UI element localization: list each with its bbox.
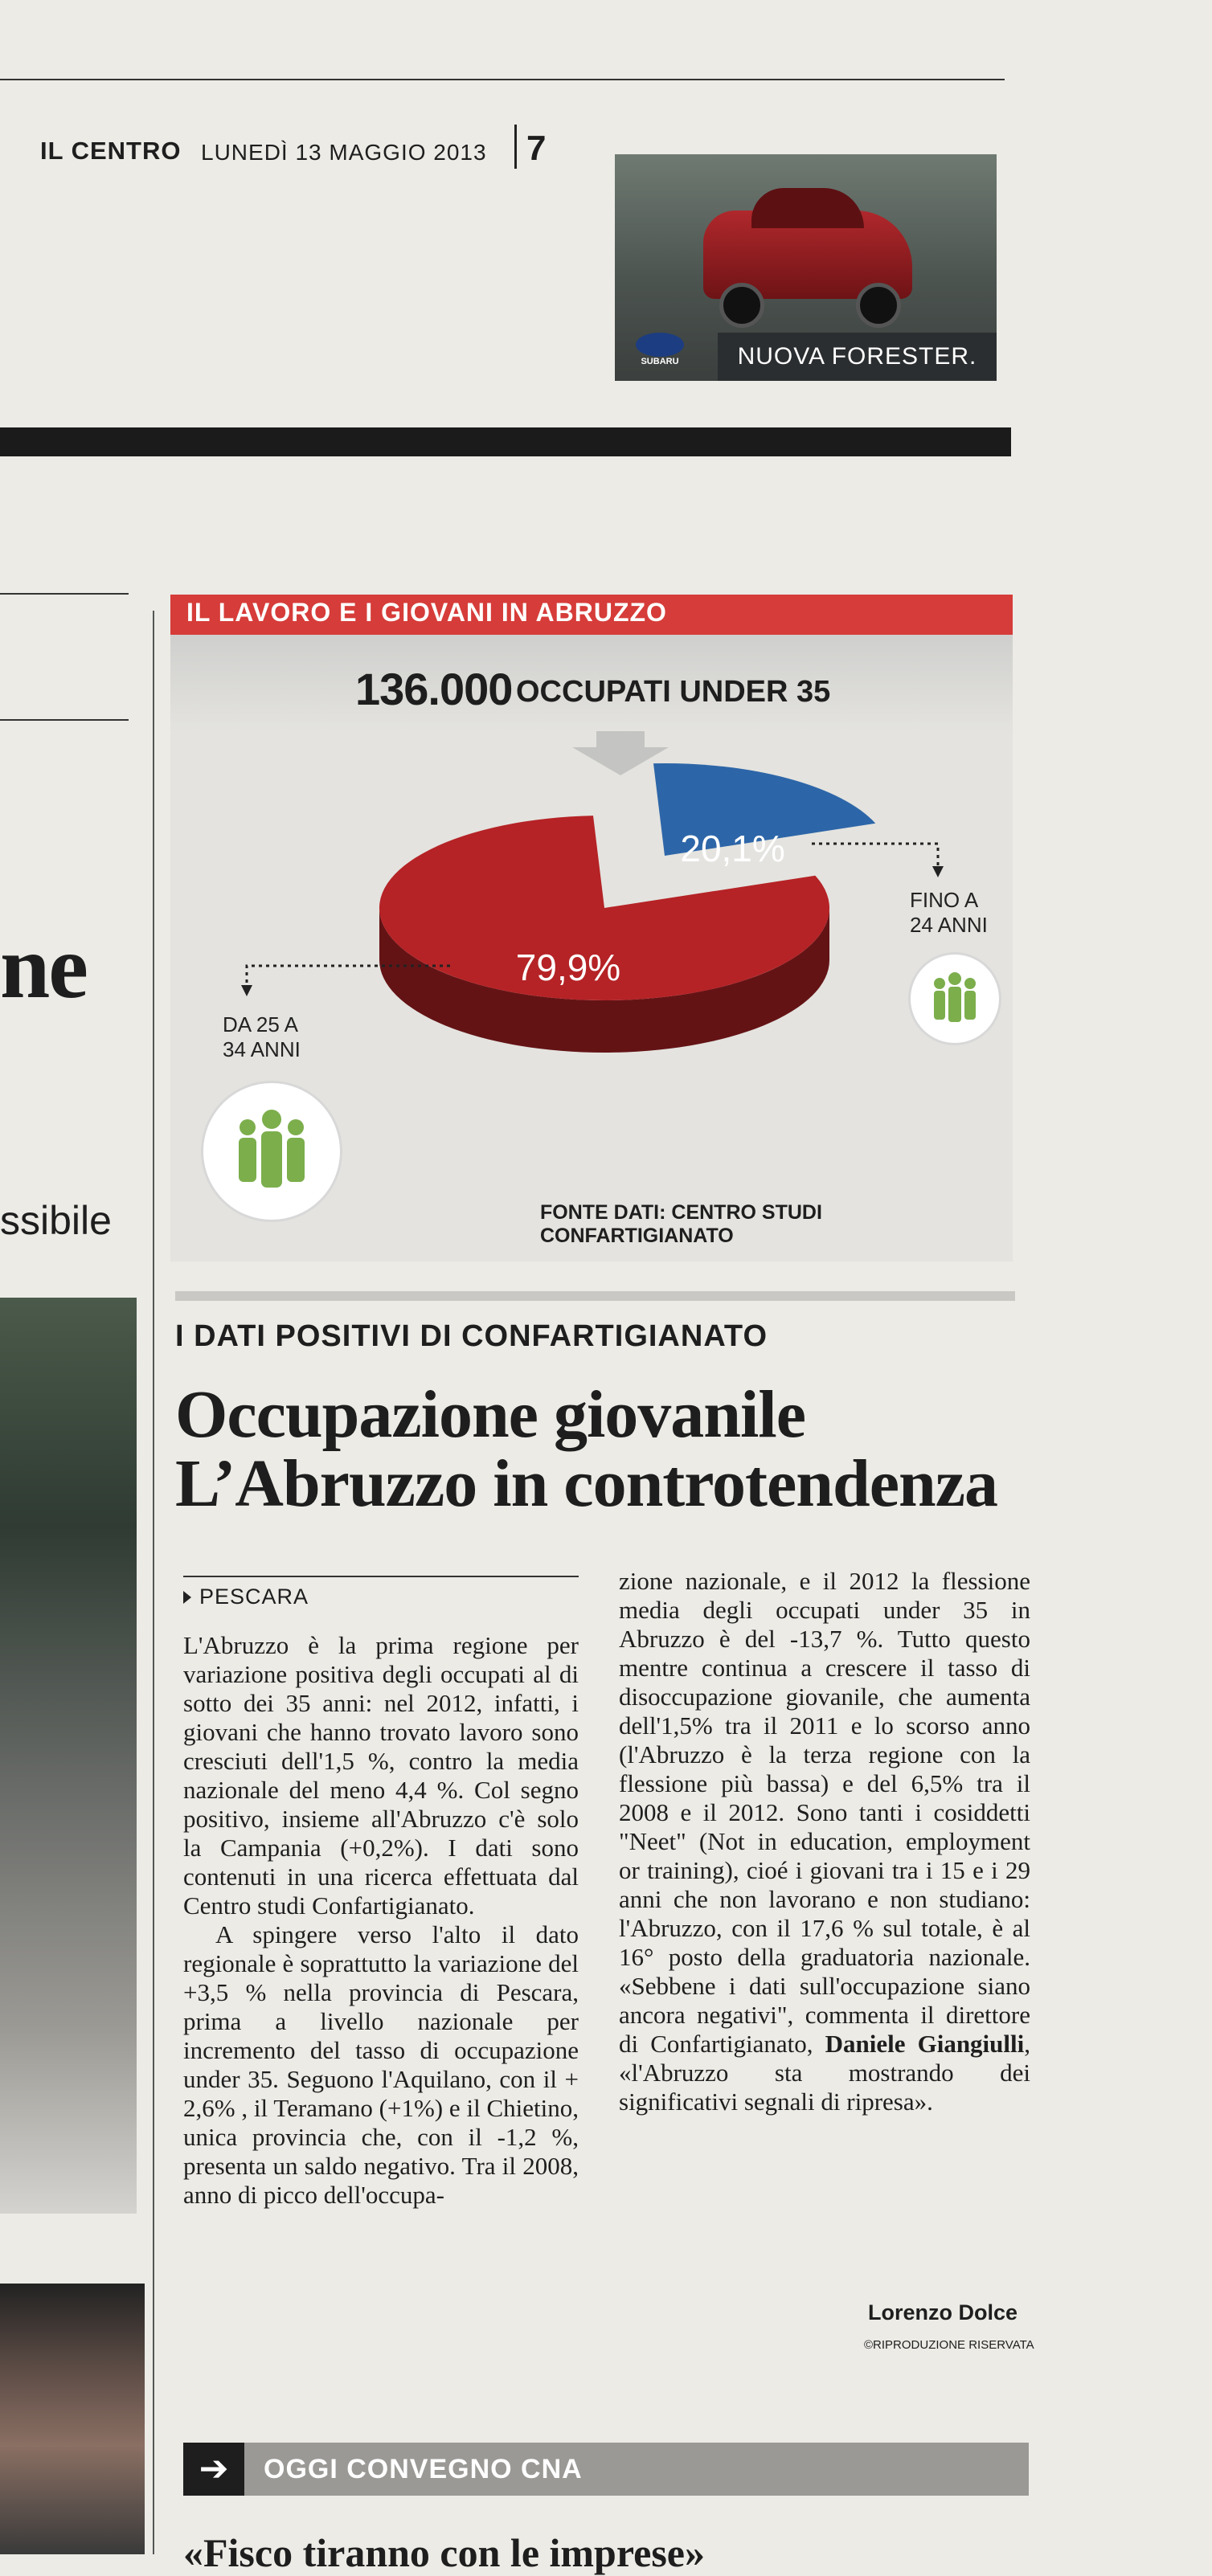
ad-label: NUOVA FORESTER.: [718, 333, 997, 381]
infographic-title: IL LAVORO E I GIOVANI IN ABRUZZO: [186, 598, 667, 627]
brand-name: SUBARU: [641, 357, 679, 366]
caption-line: 24 ANNI: [910, 913, 988, 937]
column-rule: [153, 611, 154, 2554]
total-value: 136.000: [355, 664, 513, 714]
leader-line-right: [812, 844, 938, 868]
teaser-bar[interactable]: [183, 2443, 1029, 2496]
arrow-right-icon: ➔: [183, 2443, 244, 2496]
arrow-down-icon: [932, 866, 944, 877]
wheel-icon: [719, 283, 764, 328]
paragraph: L'Abruzzo è la prima regione per variazione positiva degli occupati al di sotto dei 35 anni: nel 2012, infatti, i giovani che hanno trovato lavoro sono cresciuti dell'1,5 %, contro la media nazionale del meno 4,4 %. Col segno positivo, insieme all'Abruzzo c'è solo la Campania (+0,2%). I dati sono contenuti in una ricerca effettuata dal Centro studi Confartigianato.: [183, 1631, 579, 1920]
paragraph: A spingere verso l'alto il dato regionale è soprattutto la variazione del +3,5 % nella provincia di Pescara, prima a livello nazionale per incremento del tasso di occupazione under 35. Seguono l'Aquilano, con il + 2,6% , il Teramano (+1%) e il Chietino, unica provincia che, con il -1,2 %, presenta un saldo negativo. Tra il 2008, anno di picco dell'occupa-: [183, 1920, 579, 2209]
dateline-arrow-icon: [183, 1591, 191, 1604]
article-column-2: [619, 1567, 1030, 2116]
data-source: FONTE DATI: CENTRO STUDI CONFARTIGIANATO: [540, 1201, 822, 1247]
section-divider: [0, 427, 1011, 456]
crowd-photo: [0, 1298, 137, 2214]
arrow-down-icon: [241, 985, 252, 996]
people-icon: [908, 952, 1001, 1045]
car-advertisement[interactable]: [615, 154, 997, 381]
left-rule: [0, 593, 129, 595]
paragraph: [619, 1567, 1030, 2116]
newspaper-name: IL CENTRO: [40, 137, 182, 165]
caption-line: 34 ANNI: [223, 1037, 301, 1061]
brand-logo: [633, 333, 687, 368]
caption-line: FINO A: [910, 888, 979, 912]
teaser-headline: «Fisco tiranno con le imprese»: [183, 2530, 705, 2575]
left-headline-fragment: ne: [0, 918, 87, 1017]
copyright: ©RIPRODUZIONE RISERVATA: [864, 2338, 1034, 2352]
paragraph-text: zione nazionale, e il 2012 la flessione media degli occupati under 35 in Abruzzo è del -13,7 %. Tutto questo mentre continua a crescere il tasso di disoccupazione giovanile, che aumenta dell'1,5% tra il 2011 e lo scorso anno (l'Abruzzo è la terza regione con la flessione più bassa) e del 6,5% tra il 2008 e il 2012. Sono tanti i cosiddetti "Neet" (Not in education, employment or training), cioé i giovani tra i 15 e i 29 anni che non lavorano e non studiano: l'Abruzzo, con il 17,6 % sul totale, è al 16° posto della graduatoria nazionale. «Sebbene i dati sull'occupazione siano ancora negativi", commenta il direttore di Confartigianato,: [619, 1567, 1030, 2058]
headline-line: Occupazione giovanile: [175, 1377, 805, 1452]
slice-label-small: 20,1%: [680, 828, 785, 870]
byline: Lorenzo Dolce: [868, 2300, 1018, 2325]
dateline: PESCARA: [199, 1584, 309, 1609]
star-cluster-icon: [636, 333, 684, 357]
left-subtitle-fragment: ssibile: [0, 1198, 112, 1243]
dateline-rule: [183, 1576, 579, 1577]
left-rule: [0, 719, 129, 721]
caption-line: DA 25 A: [223, 1012, 298, 1037]
article-kicker: I DATI POSITIVI DI CONFARTIGIANATO: [175, 1319, 768, 1353]
paragraph-text: , «l'Abruzzo sta mostrando dei significativi segnali di ripresa».: [619, 2030, 1031, 2116]
total-label: OCCUPATI UNDER 35: [516, 675, 831, 709]
issue-date: LUNEDÌ 13 MAGGIO 2013: [201, 140, 487, 165]
group-caption-right: [910, 888, 988, 938]
article-column-1: [183, 1631, 579, 2210]
quoted-name: Daniele Giangiulli: [825, 2030, 1025, 2058]
top-rule: [0, 79, 1005, 80]
wheel-icon: [856, 283, 901, 328]
slice-label-main: 79,9%: [515, 947, 621, 988]
article-headline: [175, 1377, 997, 1521]
portrait-photo: [0, 2284, 145, 2554]
teaser-label: OGGI CONVEGNO CNA: [264, 2454, 583, 2484]
article-rule: [175, 1291, 1015, 1301]
group-caption-left: [223, 1012, 301, 1062]
header-separator: [514, 125, 517, 169]
headline-line: L’Abruzzo in controtendenza: [175, 1446, 997, 1521]
infographic: [170, 595, 1013, 1261]
page-number: 7: [526, 129, 547, 168]
people-icon: [201, 1081, 342, 1222]
